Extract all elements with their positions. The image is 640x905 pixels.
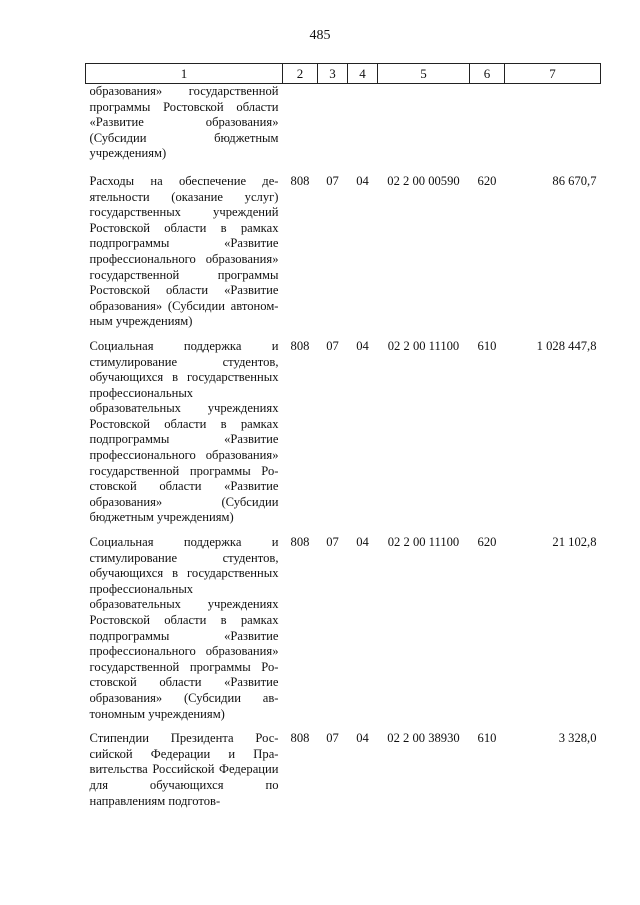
row-csr <box>378 84 470 174</box>
row-csr: 02 2 00 11100 <box>387 338 460 353</box>
page-number: 485 <box>309 28 331 43</box>
row-pr: 04 <box>356 173 369 188</box>
column-header-gr: 2 <box>283 64 318 84</box>
row-description: Стипендии Президента Российской Федерации и Правительства Российской Федерации для обучающихся по направлениям подготов- <box>89 731 279 808</box>
row-csr: 02 2 00 38930 <box>387 731 460 746</box>
row-rz <box>318 84 348 174</box>
row-vr: 610 <box>477 731 497 746</box>
row-amount: 86 670,7 <box>552 173 597 188</box>
column-header-vr: 6 <box>470 64 505 84</box>
row-pr: 04 <box>356 535 369 550</box>
row-vr <box>470 84 505 174</box>
header-row <box>86 64 601 84</box>
row-vr: 610 <box>477 338 497 353</box>
column-header-description: 1 <box>86 64 283 84</box>
row-pr: 04 <box>356 338 369 353</box>
row-gr <box>283 84 318 174</box>
table-row <box>86 84 601 174</box>
row-rz: 07 <box>326 731 339 746</box>
row-amount: 1 028 447,8 <box>536 338 597 353</box>
row-gr: 808 <box>290 173 310 188</box>
row-gr: 808 <box>290 731 310 746</box>
table-row <box>86 339 601 535</box>
row-gr: 808 <box>290 338 310 353</box>
column-header-rz: 3 <box>318 64 348 84</box>
column-header-amount: 7 <box>505 64 601 84</box>
row-rz: 07 <box>326 173 339 188</box>
table-body <box>86 84 601 819</box>
row-csr: 02 2 00 00590 <box>387 173 460 188</box>
row-description: Расходы на обеспечение деятельности (оказание услуг) государственных учреждений Ростовской области в рамках подпрограммы «Развитие профессионального образования» государственной программы Ростовской области «Развитие образования» (Субсидии автономным учреждениям) <box>89 173 279 329</box>
row-vr: 620 <box>477 173 497 188</box>
row-pr <box>348 84 378 174</box>
row-amount <box>505 84 601 174</box>
row-description: образования» государственной программы Ростовской области «Развитие образования» (Субсидии бюджетным учреждениям) <box>89 84 279 161</box>
table-row <box>86 535 601 731</box>
row-description: Социальная поддержка и стимулирование студентов, обучающихся в государственных профессиональных образовательных учреждениях Ростовской области в рамках подпрограммы «Развитие профессионального образования» государственной программы Ростовской области «Развитие образования» (Субсидии автономным учреждениям) <box>89 535 279 721</box>
row-description: Социальная поддержка и стимулирование студентов, обучающихся в государственных профессиональных образовательных учреждениях Ростовской области в рамках подпрограммы «Развитие профессионального образования» государственной программы Ростовской области «Развитие образования» (Субсидии бюджетным учреждениям) <box>89 338 279 525</box>
row-pr: 04 <box>356 731 369 746</box>
row-gr: 808 <box>290 535 310 550</box>
row-amount: 3 328,0 <box>558 731 597 746</box>
column-header-pr: 4 <box>348 64 378 84</box>
row-vr: 620 <box>477 535 497 550</box>
table-header <box>86 64 601 84</box>
row-rz: 07 <box>326 535 339 550</box>
row-rz: 07 <box>326 338 339 353</box>
table-row <box>86 174 601 339</box>
budget-table <box>85 63 601 818</box>
row-csr: 02 2 00 11100 <box>387 535 460 550</box>
column-header-csr: 5 <box>378 64 470 84</box>
row-amount: 21 102,8 <box>552 535 597 550</box>
table-row <box>86 731 601 818</box>
